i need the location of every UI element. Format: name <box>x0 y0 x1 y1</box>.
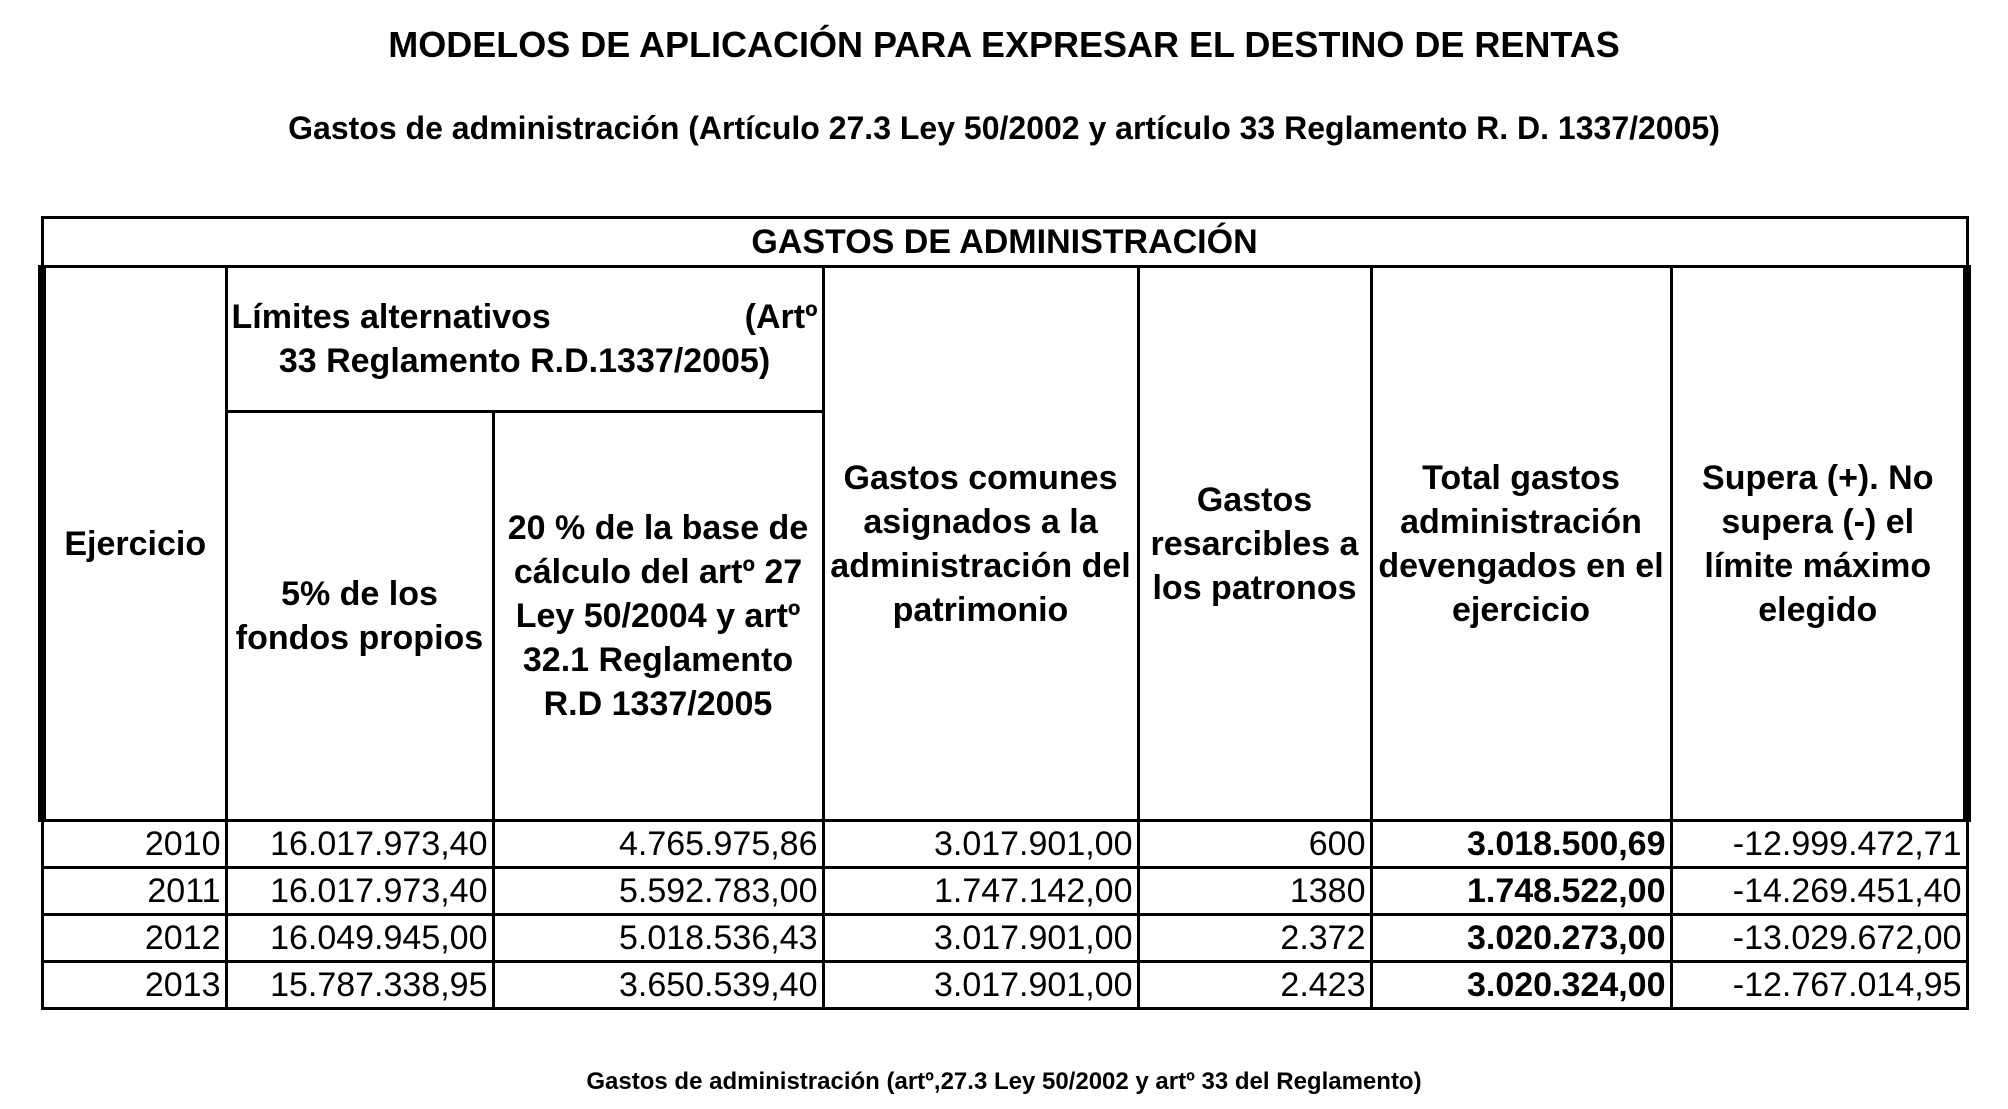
cell-base-calculo: 4.765.975,86 <box>493 821 823 868</box>
cell-ejercicio: 2012 <box>42 915 226 962</box>
cell-ejercicio: 2013 <box>42 962 226 1009</box>
page-subtitle: Gastos de administración (Artículo 27.3 Ley 50/2002 y artículo 33 Reglamento R. D. 1337/2005) <box>288 110 1720 146</box>
header-limites-alternativos <box>226 267 823 412</box>
cell-supera: -14.269.451,40 <box>1671 868 1967 915</box>
cell-gastos-resarcibles: 1380 <box>1138 868 1371 915</box>
cell-base-calculo: 3.650.539,40 <box>493 962 823 1009</box>
cell-gastos-comunes: 3.017.901,00 <box>823 962 1138 1009</box>
cell-supera: -12.999.472,71 <box>1671 821 1967 868</box>
header-limites-art: (Artº <box>744 298 818 336</box>
header-ejercicio: Ejercicio <box>42 267 226 821</box>
cell-base-calculo: 5.592.783,00 <box>493 868 823 915</box>
cell-fondos-propios: 15.787.338,95 <box>226 962 493 1009</box>
gastos-table-container <box>38 216 1963 1010</box>
table-row <box>42 962 1967 1009</box>
cell-total-gastos: 3.020.324,00 <box>1371 962 1671 1009</box>
cell-gastos-resarcibles: 600 <box>1138 821 1371 868</box>
cell-ejercicio: 2011 <box>42 868 226 915</box>
gastos-administracion-table <box>38 216 1971 1010</box>
cell-ejercicio: 2010 <box>42 821 226 868</box>
table-banner: GASTOS DE ADMINISTRACIÓN <box>42 218 1967 267</box>
header-gastos-comunes: Gastos comunes asignados a la administración del patrimonio <box>823 267 1138 821</box>
cell-gastos-resarcibles: 2.423 <box>1138 962 1371 1009</box>
cell-gastos-resarcibles: 2.372 <box>1138 915 1371 962</box>
table-row <box>42 868 1967 915</box>
header-limites-text: Límites alternativos <box>231 298 551 336</box>
header-gastos-resarcibles: Gastos resarcibles a los patronos <box>1138 267 1371 821</box>
cell-gastos-comunes: 1.747.142,00 <box>823 868 1138 915</box>
cell-total-gastos: 1.748.522,00 <box>1371 868 1671 915</box>
cell-fondos-propios: 16.017.973,40 <box>226 868 493 915</box>
header-limites-reglamento: 33 Reglamento R.D.1337/2005) <box>278 342 771 380</box>
header-base-calculo: 20 % de la base de cálculo del artº 27 Ley 50/2004 y artº 32.1 Reglamento R.D 1337/2005 <box>493 412 823 821</box>
footer-caption: Gastos de administración (artº,27.3 Ley 50/2002 y artº 33 del Reglamento) <box>586 1068 1422 1095</box>
cell-supera: -13.029.672,00 <box>1671 915 1967 962</box>
table-row <box>42 821 1967 868</box>
header-supera: Supera (+). No supera (-) el límite máximo elegido <box>1671 267 1967 821</box>
table-row <box>42 915 1967 962</box>
page-title: MODELOS DE APLICACIÓN PARA EXPRESAR EL DESTINO DE RENTAS <box>388 24 1620 65</box>
cell-base-calculo: 5.018.536,43 <box>493 915 823 962</box>
cell-supera: -12.767.014,95 <box>1671 962 1967 1009</box>
cell-fondos-propios: 16.017.973,40 <box>226 821 493 868</box>
cell-fondos-propios: 16.049.945,00 <box>226 915 493 962</box>
header-total-gastos: Total gastos administración devengados en el ejercicio <box>1371 267 1671 821</box>
cell-gastos-comunes: 3.017.901,00 <box>823 915 1138 962</box>
cell-total-gastos: 3.020.273,00 <box>1371 915 1671 962</box>
cell-total-gastos: 3.018.500,69 <box>1371 821 1671 868</box>
header-fondos-propios: 5% de los fondos propios <box>226 412 493 821</box>
cell-gastos-comunes: 3.017.901,00 <box>823 821 1138 868</box>
